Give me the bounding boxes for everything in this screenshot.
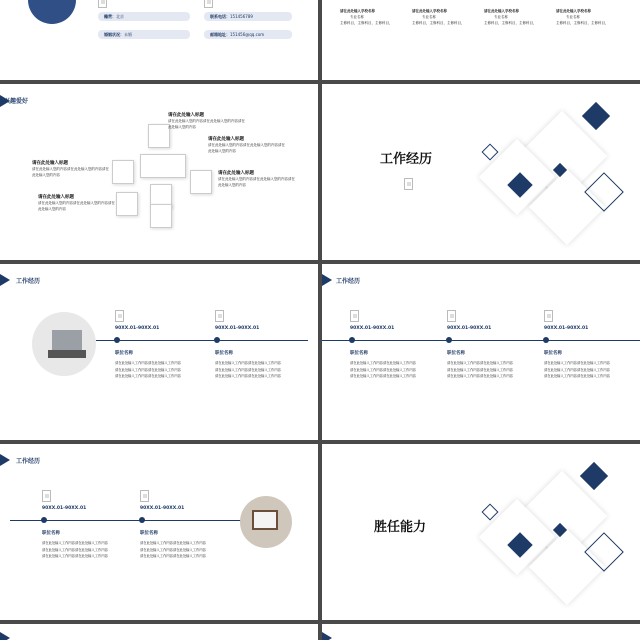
entry-date: 90XX.01-90XX.01: [447, 326, 492, 331]
header-marker: [322, 274, 332, 286]
hometown-pill: 籍贯：北京: [98, 12, 190, 21]
entry-icon: [140, 490, 149, 502]
job-bullets: 请在此处输入工作内容请在此处输入工作内容 请在此处输入工作内容请在此处输入工作内容 请在此处输入工作内容请在此处输入工作内容: [350, 361, 416, 378]
hobby-item: 请在此处输入标题 请在此处输入您的内容请在此处输入您的内容请在此处输入您的内容: [32, 161, 109, 177]
slide-header: 工作经历: [16, 278, 41, 285]
slide-work-c[interactable]: [0, 444, 318, 620]
hobby-item: 请在此处输入标题 请在此处输入您的内容请在此处输入您的内容请在此处输入您的内容: [168, 113, 245, 129]
timeline: [322, 340, 640, 341]
slide-next-a[interactable]: [0, 624, 318, 640]
entry-icon: [447, 310, 456, 322]
email-pill: 邮箱地址：151456@qq.com: [204, 30, 292, 39]
entry-icon: [544, 310, 553, 322]
slide-section-work[interactable]: [322, 84, 640, 260]
entry-date: 90XX.01-90XX.01: [115, 326, 160, 331]
section-icon: [404, 178, 413, 190]
slide-work-a[interactable]: [0, 264, 318, 440]
job-bullets: 请在此处输入工作内容请在此处输入工作内容 请在此处输入工作内容请在此处输入工作内容 请在此处输入工作内容请在此处输入工作内容: [42, 541, 108, 558]
entry-date: 90XX.01-90XX.01: [42, 506, 87, 511]
timeline-dot: [214, 337, 220, 343]
entry-icon: [42, 490, 51, 502]
job-bullets: 请在此处输入工作内容请在此处输入工作内容 请在此处输入工作内容请在此处输入工作内容 请在此处输入工作内容请在此处输入工作内容: [140, 541, 206, 558]
job-bullets: 请在此处输入工作内容请在此处输入工作内容 请在此处输入工作内容请在此处输入工作内容 请在此处输入工作内容请在此处输入工作内容: [115, 361, 181, 378]
section-title: 胜任能力: [374, 520, 427, 535]
header-marker: [322, 632, 332, 640]
timeline-dot: [41, 517, 47, 523]
laptop-photo: [32, 312, 96, 376]
marital-pill: 婚姻状况：未婚: [98, 30, 190, 39]
job-title: 职位名称: [215, 351, 233, 356]
deco-square: [580, 462, 608, 490]
job-title: 职位名称: [140, 531, 158, 536]
deco-square: [582, 102, 610, 130]
job-title: 职位名称: [447, 351, 465, 356]
slide-section-competence[interactable]: [322, 444, 640, 620]
hobby-card: [148, 124, 170, 148]
edu-col: 请在此处输入学校名称 专业名称 主修科目，主修科目，主修科目，: [412, 9, 465, 25]
slide-next-b[interactable]: [322, 624, 640, 640]
entry-icon: [350, 310, 359, 322]
timeline-dot: [114, 337, 120, 343]
header-marker: [0, 454, 10, 466]
timeline-dot: [349, 337, 355, 343]
hobby-item: 请在此处输入标题 请在此处输入您的内容请在此处输入您的内容请在此处输入您的内容: [38, 195, 115, 211]
timeline-dot: [139, 517, 145, 523]
hobby-card: [140, 154, 186, 178]
entry-date: 90XX.01-90XX.01: [140, 506, 185, 511]
job-bullets: 请在此处输入工作内容请在此处输入工作内容 请在此处输入工作内容请在此处输入工作内容 请在此处输入工作内容请在此处输入工作内容: [215, 361, 281, 378]
slide-header: 工作经历: [16, 458, 41, 465]
job-bullets: 请在此处输入工作内容请在此处输入工作内容 请在此处输入工作内容请在此处输入工作内容 请在此处输入工作内容请在此处输入工作内容: [447, 361, 513, 378]
edu-col: 请在此处输入学校名称 专业名称 主修科目，主修科目，主修科目，: [340, 9, 393, 25]
entry-icon: [215, 310, 224, 322]
slide-header: 工作经历: [336, 278, 361, 285]
slide-header: 兴趣爱好: [4, 98, 29, 105]
entry-icon: [115, 310, 124, 322]
entry-date: 90XX.01-90XX.01: [544, 326, 589, 331]
header-marker: [0, 274, 10, 286]
job-title: 职位名称: [350, 351, 368, 356]
section-title: 工作经历: [380, 152, 433, 167]
hobby-card: [190, 170, 212, 194]
entry-date: 90XX.01-90XX.01: [350, 326, 395, 331]
profile-icon-b: [204, 0, 213, 8]
job-title: 职位名称: [544, 351, 562, 356]
job-title: 职位名称: [115, 351, 133, 356]
entry-date: 90XX.01-90XX.01: [215, 326, 260, 331]
phone-pill: 联系电话：151456789: [204, 12, 292, 21]
slide-profile[interactable]: [0, 0, 318, 80]
job-bullets: 请在此处输入工作内容请在此处输入工作内容 请在此处输入工作内容请在此处输入工作内容 请在此处输入工作内容请在此处输入工作内容: [544, 361, 610, 378]
hobby-item: 请在此处输入标题 请在此处输入您的内容请在此处输入您的内容请在此处输入您的内容: [218, 171, 295, 187]
timeline: [96, 340, 308, 341]
profile-icon-a: [98, 0, 107, 8]
timeline-dot: [446, 337, 452, 343]
edu-col: 请在此处输入学校名称 专业名称 主修科目，主修科目，主修科目，: [484, 9, 537, 25]
slide-work-b[interactable]: [322, 264, 640, 440]
edu-col: 请在此处输入学校名称 专业名称 主修科目，主修科目，主修科目，: [556, 9, 609, 25]
timeline-dot: [543, 337, 549, 343]
hobby-item: 请在此处输入标题 请在此处输入您的内容请在此处输入您的内容请在此处输入您的内容: [208, 137, 285, 153]
header-marker: [0, 632, 10, 640]
desk-photo: [240, 496, 292, 548]
slide-education[interactable]: [322, 0, 640, 80]
slide-hobbies[interactable]: [0, 84, 318, 260]
hobby-card: [150, 204, 172, 228]
profile-photo: [28, 0, 76, 24]
job-title: 职位名称: [42, 531, 60, 536]
